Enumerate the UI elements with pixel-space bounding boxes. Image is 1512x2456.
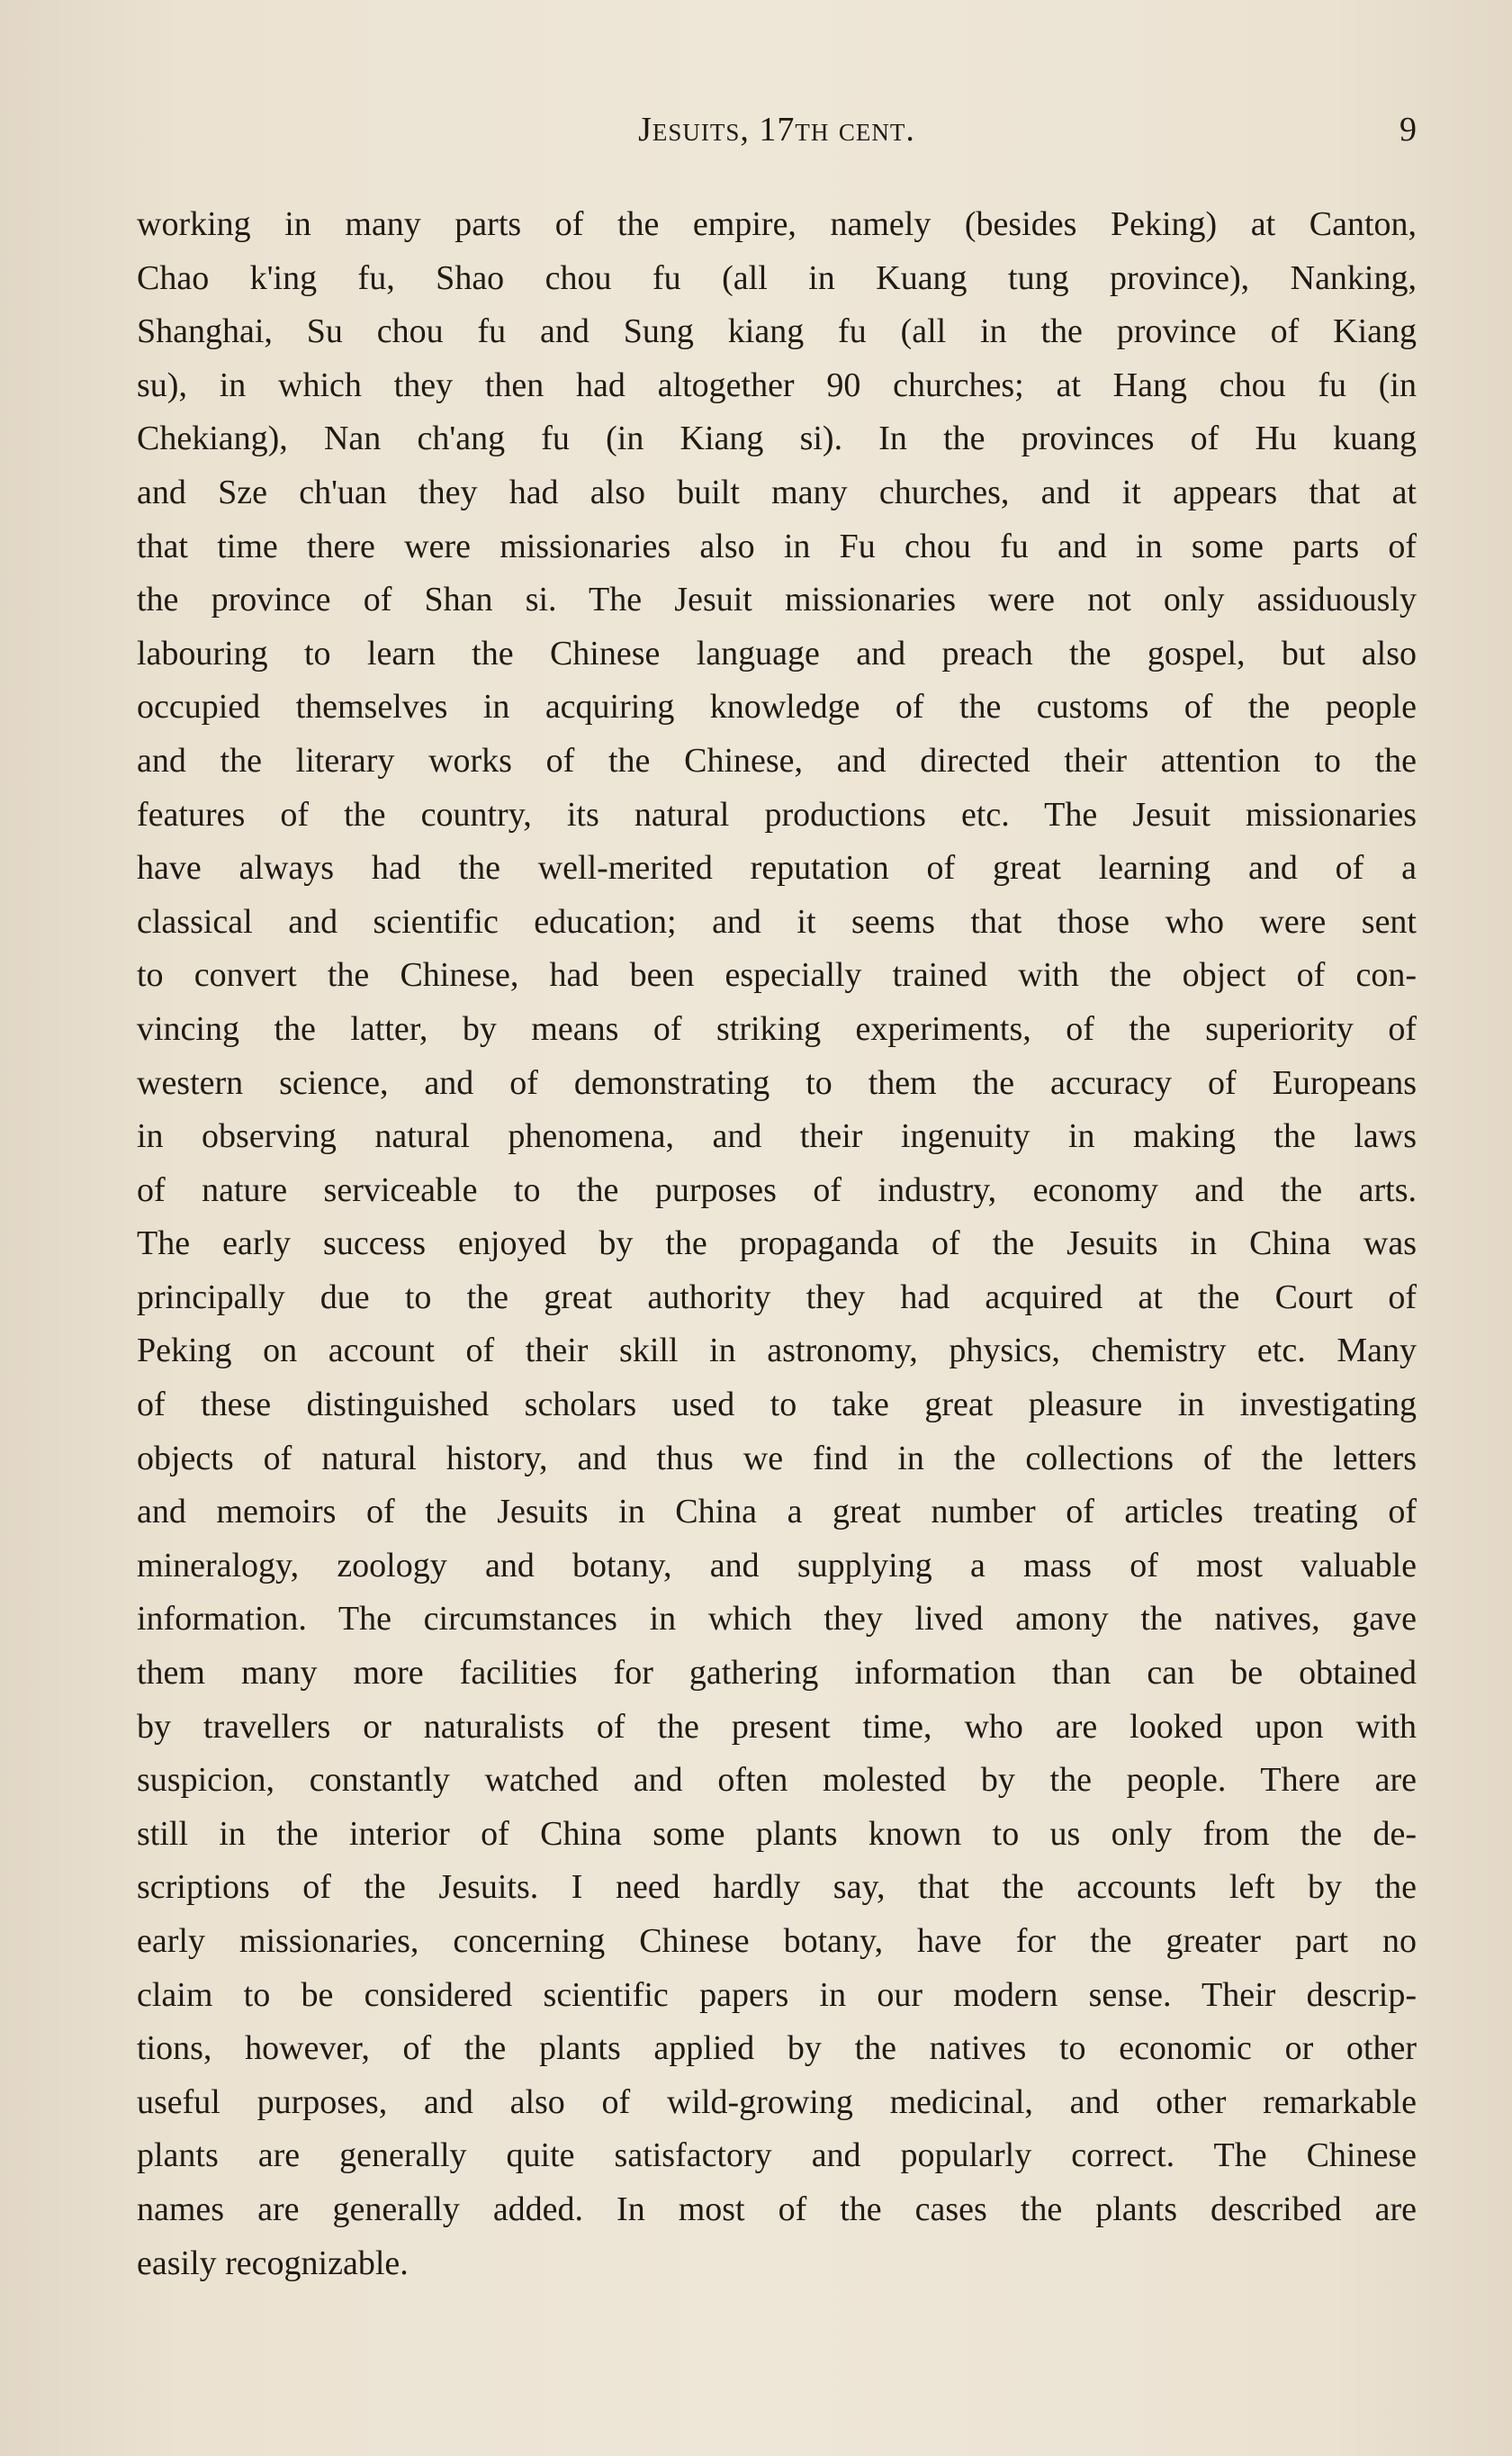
running-title: Jesuits, 17th cent. [638,111,915,149]
text-line: of nature serviceable to the purposes of industry, economy and the arts. [137,1170,1417,1209]
text-line: features of the country, its natural productions etc. The Jesuit missionaries [137,795,1417,834]
text-line: su), in which they then had altogether 90 churches; at Hang chou fu (in [137,366,1417,404]
text-line: scriptions of the Jesuits. I need hardly say, that the accounts left by the [137,1868,1417,1907]
text-line: names are generally added. In most of the cases the plants described are [137,2190,1417,2228]
text-line: mineralogy, zoology and botany, and supplying a mass of most valuable [137,1546,1417,1585]
text-line: western science, and of demonstrating to them the accuracy of Europeans [137,1063,1417,1102]
text-line: of these distinguished scholars used to take great pleasure in investigating [137,1386,1417,1424]
text-line: working in many parts of the empire, namely (besides Peking) at Canton, [137,205,1417,243]
text-line: to convert the Chinese, had been especially trained with the object of con- [137,956,1417,995]
text-line: principally due to the great authority they had acquired at the Court of [137,1278,1417,1316]
text-line: easily recognizable. [137,2244,409,2282]
text-line: that time there were missionaries also in Fu chou fu and in some parts of [137,527,1417,565]
text-line: Shanghai, Su chou fu and Sung kiang fu (all in the province of Kiang [137,312,1417,351]
text-line: classical and scientific education; and it seems that those who were sent [137,902,1417,941]
text-line: in observing natural phenomena, and their ingenuity in making the laws [137,1117,1417,1156]
text-line: still in the interior of China some plants known to us only from the de- [137,1814,1417,1853]
text-line: claim to be considered scientific papers in our modern sense. Their descrip- [137,1975,1417,2014]
body-paragraph [137,198,1417,2290]
text-line: Chekiang), Nan ch'ang fu (in Kiang si). In the provinces of Hu kuang [137,420,1417,458]
text-line: objects of natural history, and thus we find in the collections of the letters [137,1439,1417,1477]
page-number: 9 [1400,111,1417,149]
text-line: labouring to learn the Chinese language and preach the gospel, but also [137,634,1417,673]
text-line: Chao k'ing fu, Shao chou fu (all in Kuang tung province), Nanking, [137,258,1417,297]
text-line: plants are generally quite satisfactory and popularly correct. The Chinese [137,2136,1417,2175]
text-line: occupied themselves in acquiring knowledge of the customs of the people [137,688,1417,727]
text-line: and memoirs of the Jesuits in China a great number of articles treating of [137,1493,1417,1531]
text-line: them many more facilities for gathering information than can be obtained [137,1654,1417,1693]
text-line: have always had the well-merited reputation of great learning and of a [137,849,1417,888]
text-line: and the literary works of the Chinese, and directed their attention to the [137,741,1417,780]
running-head [137,110,1417,164]
text-line: The early success enjoyed by the propaganda of the Jesuits in China was [137,1224,1417,1263]
text-line: tions, however, of the plants applied by the natives to economic or other [137,2029,1417,2068]
text-line: vincing the latter, by means of striking experiments, of the superiority of [137,1009,1417,1048]
text-line: useful purposes, and also of wild-growing medicinal, and other remarkable [137,2082,1417,2121]
text-line: early missionaries, concerning Chinese botany, have for the greater part no [137,1922,1417,1960]
text-line: by travellers or naturalists of the present time, who are looked upon with [137,1707,1417,1746]
text-line: the province of Shan si. The Jesuit missionaries were not only assiduously [137,581,1417,619]
text-line: information. The circumstances in which they lived amony the natives, gave [137,1600,1417,1639]
text-line: suspicion, constantly watched and often molested by the people. There are [137,1761,1417,1800]
text-line: Peking on account of their skill in astronomy, physics, chemistry etc. Many [137,1332,1417,1370]
text-line: and Sze ch'uan they had also built many churches, and it appears that at [137,473,1417,511]
